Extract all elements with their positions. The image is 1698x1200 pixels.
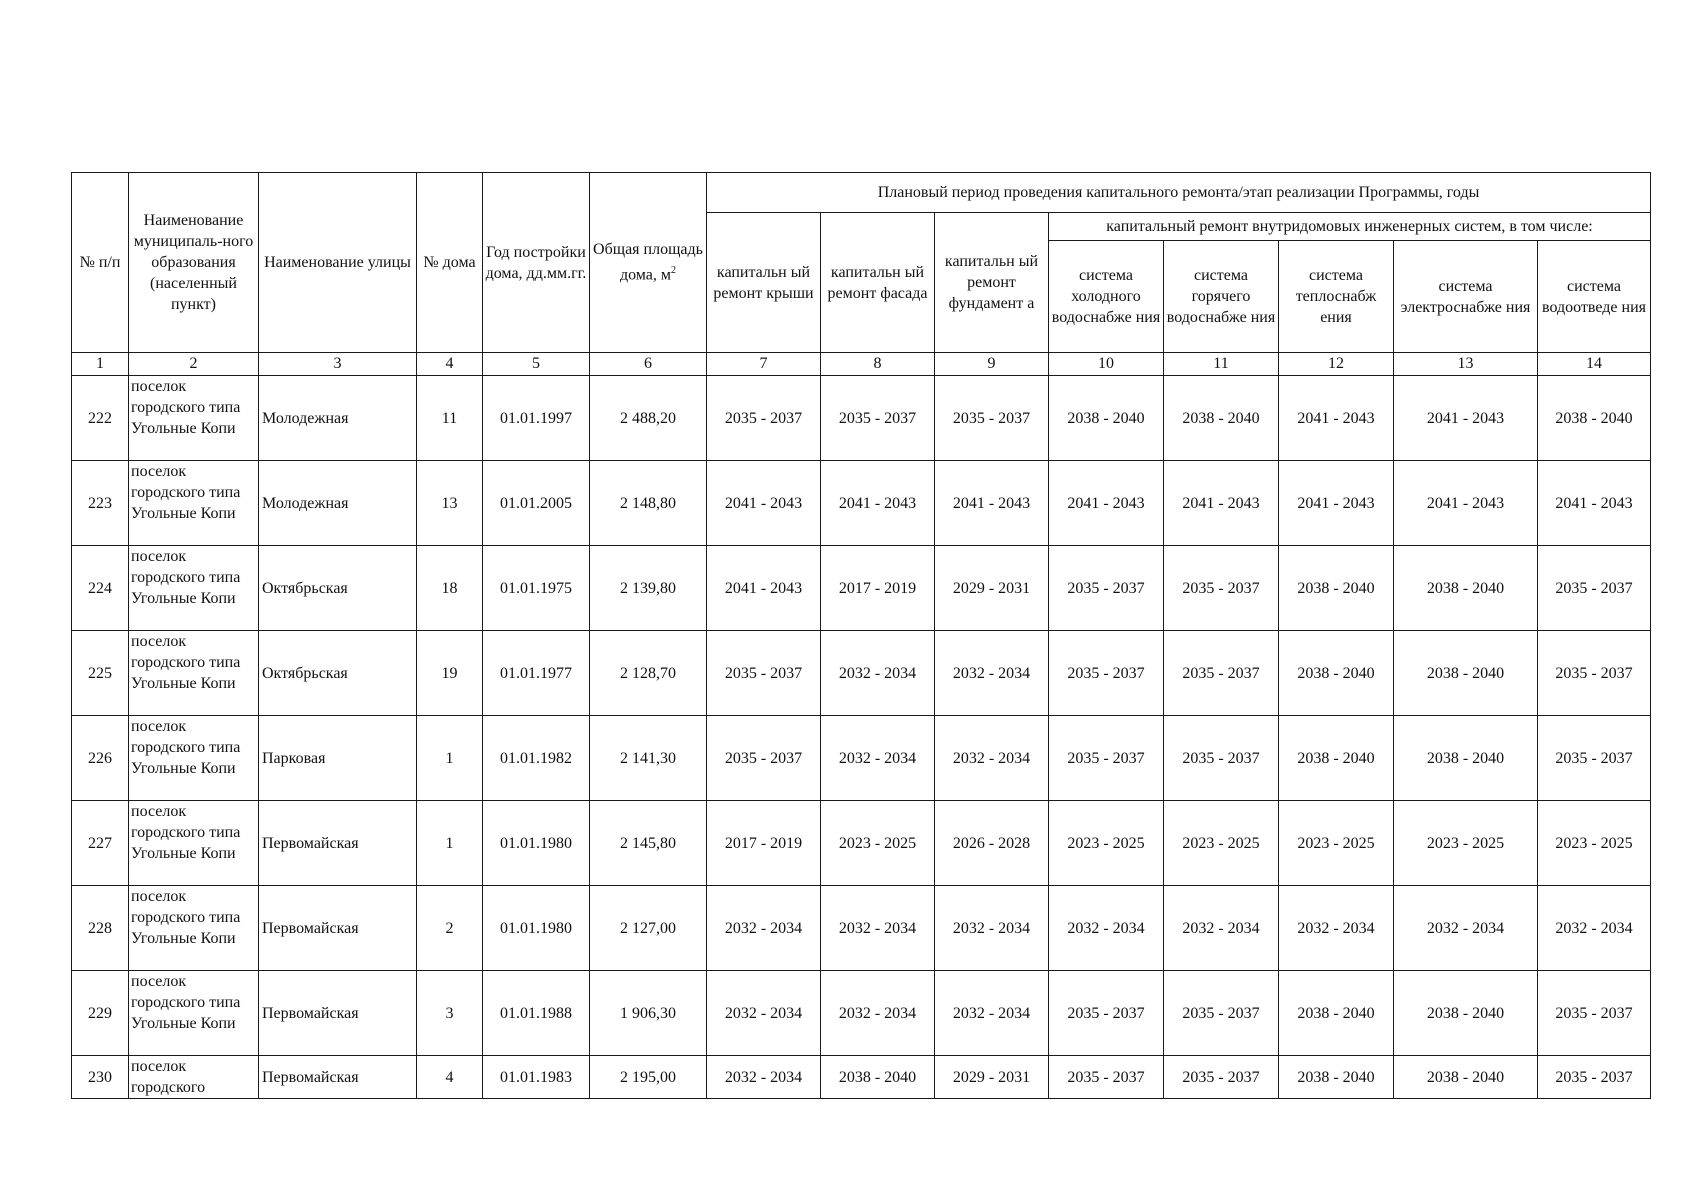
street-cell: Молодежная [259,376,417,461]
foundation-repair-cell: 2032 - 2034 [935,716,1049,801]
hot-water-cell: 2035 - 2037 [1164,546,1279,631]
area-cell: 2 127,00 [590,886,707,971]
municipality-cell: поселок городского типа Угольные Копи [129,546,259,631]
hot-water-cell: 2023 - 2025 [1164,801,1279,886]
drainage-cell: 2035 - 2037 [1538,1056,1651,1099]
drainage-cell: 2035 - 2037 [1538,546,1651,631]
row-number: 228 [72,886,129,971]
column-number: 3 [259,353,417,376]
drainage-cell: 2023 - 2025 [1538,801,1651,886]
heating-cell: 2038 - 2040 [1279,631,1394,716]
header-area [590,173,707,353]
foundation-repair-cell: 2032 - 2034 [935,886,1049,971]
facade-repair-cell: 2032 - 2034 [821,716,935,801]
hot-water-cell: 2035 - 2037 [1164,631,1279,716]
hot-water-cell: 2041 - 2043 [1164,461,1279,546]
header-roof: капитальн ый ремонт крыши [707,213,821,353]
electric-cell: 2041 - 2043 [1394,461,1538,546]
foundation-repair-cell: 2041 - 2043 [935,461,1049,546]
row-number: 230 [72,1056,129,1099]
house-number-cell: 18 [417,546,483,631]
facade-repair-cell: 2032 - 2034 [821,971,935,1056]
drainage-cell: 2035 - 2037 [1538,716,1651,801]
column-number: 13 [1394,353,1538,376]
table-row [72,716,1651,801]
column-number: 10 [1049,353,1164,376]
hot-water-cell: 2035 - 2037 [1164,971,1279,1056]
drainage-cell: 2038 - 2040 [1538,376,1651,461]
area-cell: 2 139,80 [590,546,707,631]
header-drainage: система водоотведе ния [1538,241,1651,353]
roof-repair-cell: 2035 - 2037 [707,631,821,716]
house-number-cell: 19 [417,631,483,716]
heating-cell: 2038 - 2040 [1279,546,1394,631]
facade-repair-cell: 2023 - 2025 [821,801,935,886]
heating-cell: 2041 - 2043 [1279,461,1394,546]
column-number: 4 [417,353,483,376]
header-facade: капитальн ый ремонт фасада [821,213,935,353]
area-cell: 2 128,70 [590,631,707,716]
electric-cell: 2038 - 2040 [1394,971,1538,1056]
heating-cell: 2038 - 2040 [1279,1056,1394,1099]
header-area-text: Общая площадь дома, м [593,241,703,284]
hot-water-cell: 2035 - 2037 [1164,1056,1279,1099]
drainage-cell: 2035 - 2037 [1538,631,1651,716]
house-number-cell: 2 [417,886,483,971]
area-cell: 1 906,30 [590,971,707,1056]
house-number-cell: 4 [417,1056,483,1099]
street-cell: Первомайская [259,886,417,971]
municipality-cell: поселок городского типа Угольные Копи [129,376,259,461]
municipality-cell: поселок городского [129,1056,259,1099]
build-date-cell: 01.01.1982 [483,716,590,801]
foundation-repair-cell: 2035 - 2037 [935,376,1049,461]
house-number-cell: 1 [417,716,483,801]
table-row [72,546,1651,631]
facade-repair-cell: 2038 - 2040 [821,1056,935,1099]
house-number-cell: 1 [417,801,483,886]
facade-repair-cell: 2032 - 2034 [821,631,935,716]
roof-repair-cell: 2017 - 2019 [707,801,821,886]
cold-water-cell: 2038 - 2040 [1049,376,1164,461]
house-number-cell: 3 [417,971,483,1056]
street-cell: Первомайская [259,1056,417,1099]
area-cell: 2 488,20 [590,376,707,461]
header-hot-water: система горячего водоснабже ния [1164,241,1279,353]
street-cell: Парковая [259,716,417,801]
table-body [72,376,1651,1099]
municipality-cell: поселок городского типа Угольные Копи [129,886,259,971]
roof-repair-cell: 2032 - 2034 [707,971,821,1056]
column-number: 6 [590,353,707,376]
cold-water-cell: 2035 - 2037 [1049,546,1164,631]
row-number: 229 [72,971,129,1056]
header-num: № п/п [72,173,129,353]
municipality-cell: поселок городского типа Угольные Копи [129,631,259,716]
column-number: 14 [1538,353,1651,376]
heating-cell: 2041 - 2043 [1279,376,1394,461]
build-date-cell: 01.01.1980 [483,801,590,886]
row-number: 224 [72,546,129,631]
heating-cell: 2038 - 2040 [1279,971,1394,1056]
table-row [72,801,1651,886]
cold-water-cell: 2023 - 2025 [1049,801,1164,886]
municipality-cell: поселок городского типа Угольные Копи [129,461,259,546]
drainage-cell: 2041 - 2043 [1538,461,1651,546]
drainage-cell: 2035 - 2037 [1538,971,1651,1056]
area-cell: 2 145,80 [590,801,707,886]
cold-water-cell: 2035 - 2037 [1049,716,1164,801]
house-number-cell: 13 [417,461,483,546]
electric-cell: 2023 - 2025 [1394,801,1538,886]
header-foundation: капитальн ый ремонт фундамент а [935,213,1049,353]
column-number: 9 [935,353,1049,376]
roof-repair-cell: 2032 - 2034 [707,886,821,971]
municipality-cell: поселок городского типа Угольные Копи [129,971,259,1056]
column-number: 5 [483,353,590,376]
heating-cell: 2023 - 2025 [1279,801,1394,886]
foundation-repair-cell: 2032 - 2034 [935,971,1049,1056]
table-header [72,173,1651,353]
table-row [72,1056,1651,1099]
house-number-cell: 11 [417,376,483,461]
foundation-repair-cell: 2032 - 2034 [935,631,1049,716]
hot-water-cell: 2038 - 2040 [1164,376,1279,461]
build-date-cell: 01.01.1977 [483,631,590,716]
column-number-row [72,353,1651,376]
area-cell: 2 148,80 [590,461,707,546]
column-number: 1 [72,353,129,376]
roof-repair-cell: 2035 - 2037 [707,716,821,801]
area-cell: 2 141,30 [590,716,707,801]
header-cold-water: система холодного водоснабже ния [1049,241,1164,353]
roof-repair-cell: 2035 - 2037 [707,376,821,461]
facade-repair-cell: 2035 - 2037 [821,376,935,461]
area-cell: 2 195,00 [590,1056,707,1099]
street-cell: Молодежная [259,461,417,546]
heating-cell: 2032 - 2034 [1279,886,1394,971]
header-house: № дома [417,173,483,353]
column-number: 7 [707,353,821,376]
foundation-repair-cell: 2026 - 2028 [935,801,1049,886]
column-number: 12 [1279,353,1394,376]
cold-water-cell: 2035 - 2037 [1049,971,1164,1056]
row-number: 225 [72,631,129,716]
facade-repair-cell: 2017 - 2019 [821,546,935,631]
table-row [72,461,1651,546]
row-number: 223 [72,461,129,546]
electric-cell: 2041 - 2043 [1394,376,1538,461]
street-cell: Октябрьская [259,546,417,631]
build-date-cell: 01.01.1988 [483,971,590,1056]
municipality-cell: поселок городского типа Угольные Копи [129,716,259,801]
column-number: 2 [129,353,259,376]
header-municipality: Наименование муниципаль-ного образования (населенный пункт) [129,173,259,353]
table-row [72,886,1651,971]
header-area-sup: 2 [671,265,677,277]
capital-repair-table [71,172,1651,1099]
header-heating: система теплоснабж ения [1279,241,1394,353]
municipality-cell: поселок городского типа Угольные Копи [129,801,259,886]
foundation-repair-cell: 2029 - 2031 [935,546,1049,631]
drainage-cell: 2032 - 2034 [1538,886,1651,971]
foundation-repair-cell: 2029 - 2031 [935,1056,1049,1099]
table-row [72,971,1651,1056]
electric-cell: 2038 - 2040 [1394,716,1538,801]
heating-cell: 2038 - 2040 [1279,716,1394,801]
hot-water-cell: 2032 - 2034 [1164,886,1279,971]
cold-water-cell: 2035 - 2037 [1049,631,1164,716]
build-date-cell: 01.01.1983 [483,1056,590,1099]
electric-cell: 2038 - 2040 [1394,1056,1538,1099]
electric-cell: 2038 - 2040 [1394,631,1538,716]
facade-repair-cell: 2041 - 2043 [821,461,935,546]
roof-repair-cell: 2041 - 2043 [707,546,821,631]
cold-water-cell: 2041 - 2043 [1049,461,1164,546]
header-street: Наименование улицы [259,173,417,353]
row-number: 227 [72,801,129,886]
street-cell: Первомайская [259,971,417,1056]
build-date-cell: 01.01.1980 [483,886,590,971]
build-date-cell: 01.01.1997 [483,376,590,461]
cold-water-cell: 2032 - 2034 [1049,886,1164,971]
electric-cell: 2038 - 2040 [1394,546,1538,631]
roof-repair-cell: 2032 - 2034 [707,1056,821,1099]
header-year: Год постройки дома, дд.мм.гг. [483,173,590,353]
street-cell: Первомайская [259,801,417,886]
build-date-cell: 01.01.2005 [483,461,590,546]
row-number: 222 [72,376,129,461]
header-engineering: капитальный ремонт внутридомовых инженерных систем, в том числе: [1049,213,1651,241]
cold-water-cell: 2035 - 2037 [1049,1056,1164,1099]
facade-repair-cell: 2032 - 2034 [821,886,935,971]
header-electric: система электроснабже ния [1394,241,1538,353]
column-number: 8 [821,353,935,376]
row-number: 226 [72,716,129,801]
hot-water-cell: 2035 - 2037 [1164,716,1279,801]
street-cell: Октябрьская [259,631,417,716]
table-row [72,631,1651,716]
table-row [72,376,1651,461]
header-period: Плановый период проведения капитального ремонта/этап реализации Программы, годы [707,173,1651,213]
electric-cell: 2032 - 2034 [1394,886,1538,971]
build-date-cell: 01.01.1975 [483,546,590,631]
column-number: 11 [1164,353,1279,376]
roof-repair-cell: 2041 - 2043 [707,461,821,546]
